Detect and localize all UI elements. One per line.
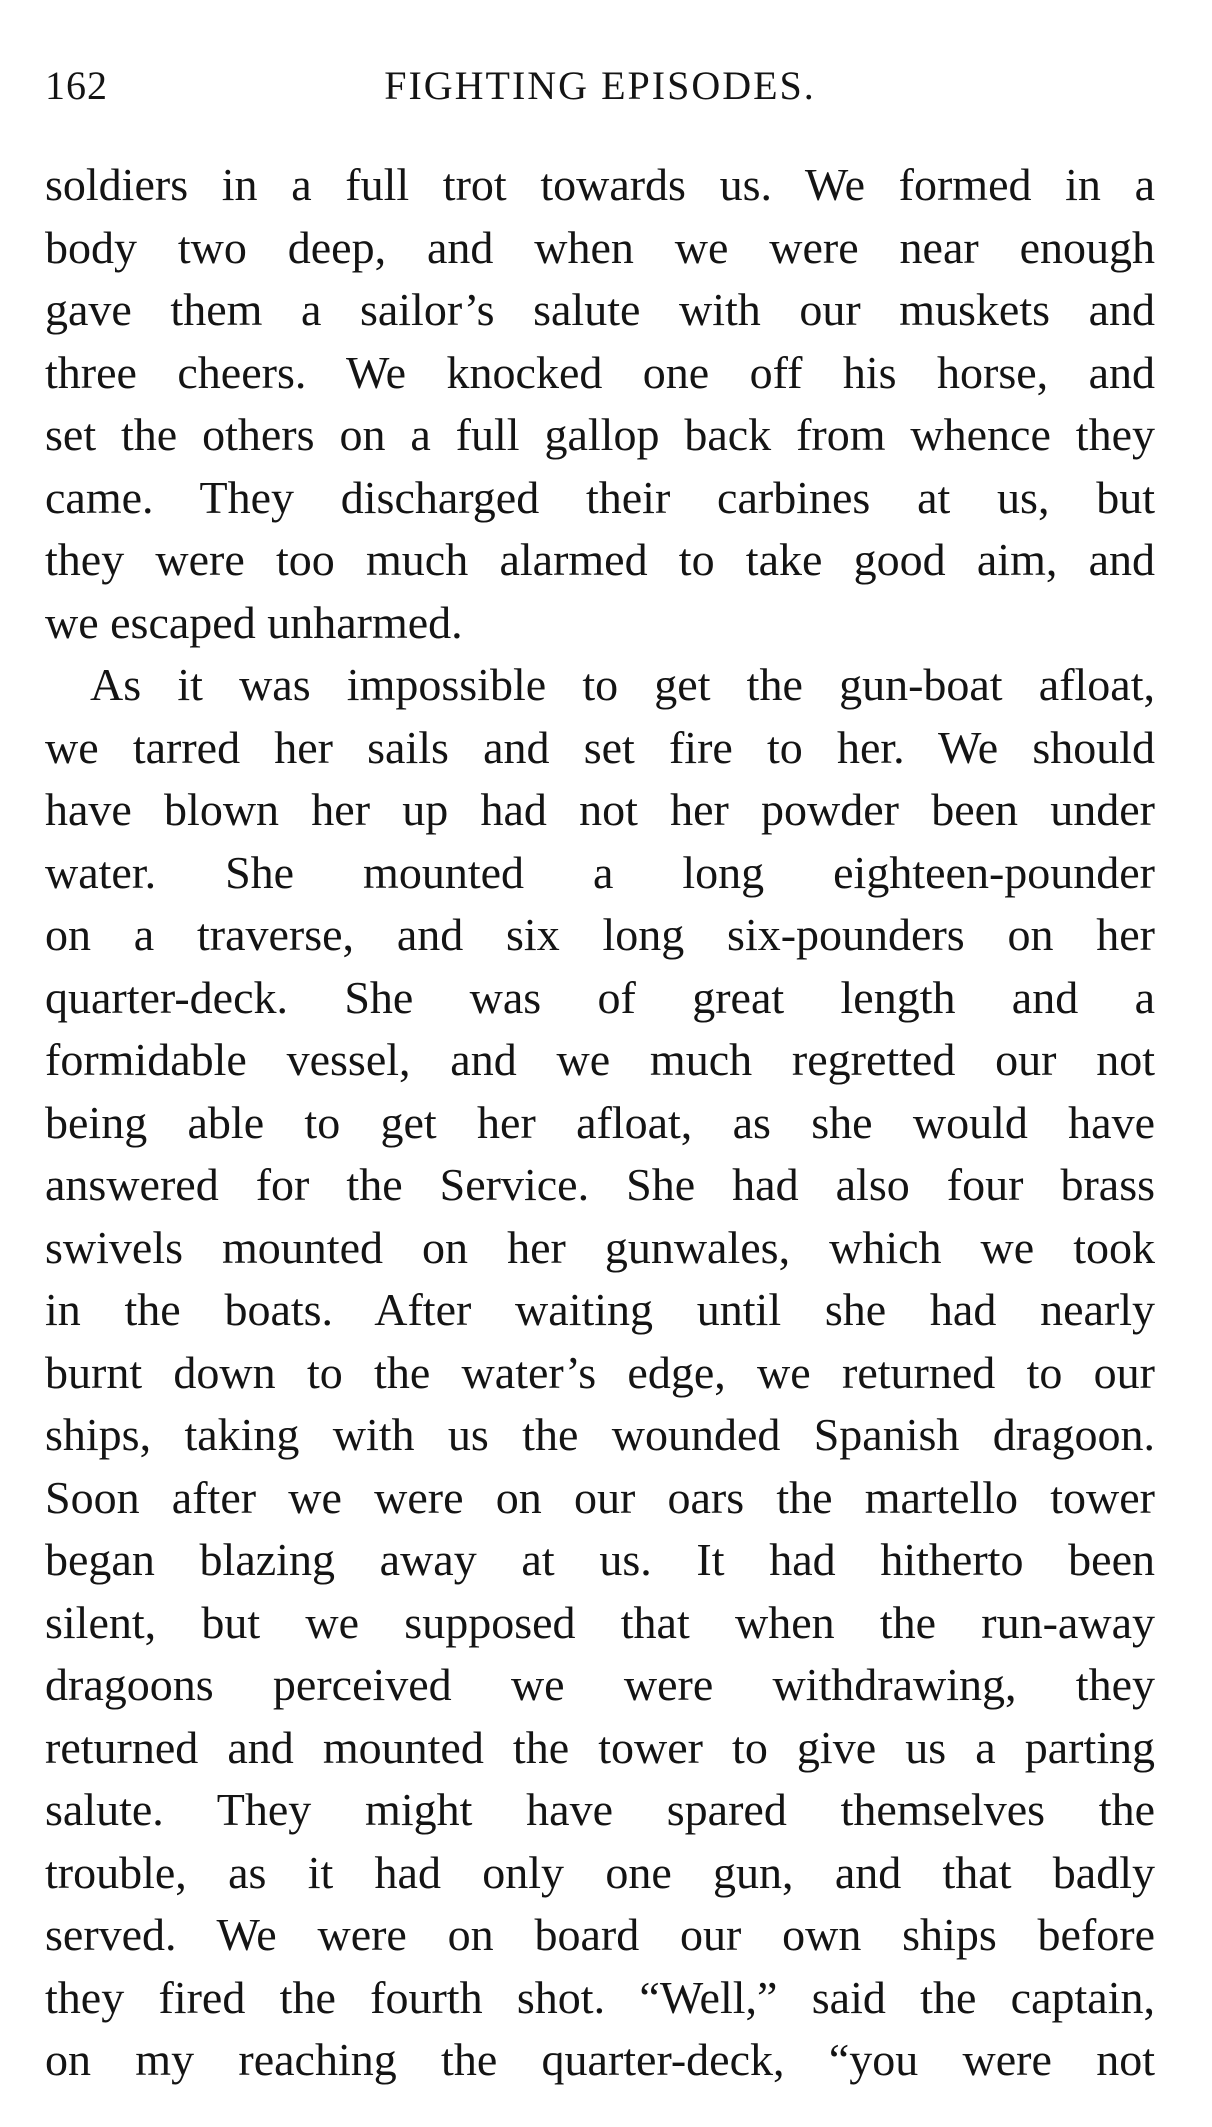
- text-line: served. We were on board our own ships before: [45, 1909, 1155, 1960]
- text-line: silent, but we supposed that when the run-away: [45, 1596, 1155, 1648]
- text-line: they fired the fourth shot. “Well,” said the captain,: [45, 1971, 1155, 2023]
- running-title: FIGHTING EPISODES.: [384, 63, 816, 108]
- text-line: three cheers. We knocked one off his horse, and: [45, 346, 1155, 398]
- text-line: quarter-deck. She was of great length and a: [45, 971, 1155, 1023]
- text-line: soldiers in a full trot towards us. We formed in a: [45, 159, 1155, 210]
- text-line: in the boats. After waiting until she had nearly: [45, 1284, 1155, 1335]
- text-line: formidable vessel, and we much regretted our not: [45, 1034, 1155, 1085]
- text-line: trouble, as it had only one gun, and that badly: [45, 1846, 1155, 1898]
- paragraph-1: [45, 154, 1155, 654]
- text-line: swivels mounted on her gunwales, which we took: [45, 1221, 1155, 1273]
- text-line: dragoons perceived we were withdrawing, they: [45, 1659, 1155, 1710]
- text-line: began blazing away at us. It had hitherto been: [45, 1534, 1155, 1585]
- text-line: being able to get her afloat, as she would have: [45, 1096, 1155, 1148]
- text-line: on my reaching the quarter-deck, “you were not: [45, 2034, 1155, 2085]
- text-line: body two deep, and when we were near enough: [45, 221, 1155, 273]
- text-line: water. She mounted a long eighteen-pounder: [45, 846, 1155, 898]
- body-text: [45, 154, 1155, 2092]
- text-line: As it was impossible to get the gun-boat afloat,: [90, 659, 1155, 710]
- paragraph-2: [45, 654, 1155, 2092]
- text-line: on a traverse, and six long six-pounders on her: [45, 909, 1155, 960]
- text-line: returned and mounted the tower to give us a parting: [45, 1721, 1155, 1773]
- page-header: [45, 62, 1155, 122]
- text-line: have blown her up had not her powder been under: [45, 784, 1155, 835]
- text-line: set the others on a full gallop back from whence they: [45, 409, 1155, 460]
- text-line: burnt down to the water’s edge, we returned to our: [45, 1346, 1155, 1398]
- text-line: we escaped unharmed.: [45, 596, 463, 648]
- text-line: we tarred her sails and set fire to her. We should: [45, 721, 1155, 773]
- text-line: answered for the Service. She had also four brass: [45, 1159, 1155, 1210]
- page-number: 162: [45, 63, 108, 108]
- text-line: salute. They might have spared themselves the: [45, 1784, 1155, 1835]
- text-line: ships, taking with us the wounded Spanish dragoon.: [45, 1409, 1155, 1460]
- text-line: came. They discharged their carbines at us, but: [45, 471, 1155, 523]
- text-line: gave them a sailor’s salute with our muskets and: [45, 284, 1155, 335]
- text-line: Soon after we were on our oars the martello tower: [45, 1471, 1155, 1523]
- text-line: they were too much alarmed to take good aim, and: [45, 534, 1155, 585]
